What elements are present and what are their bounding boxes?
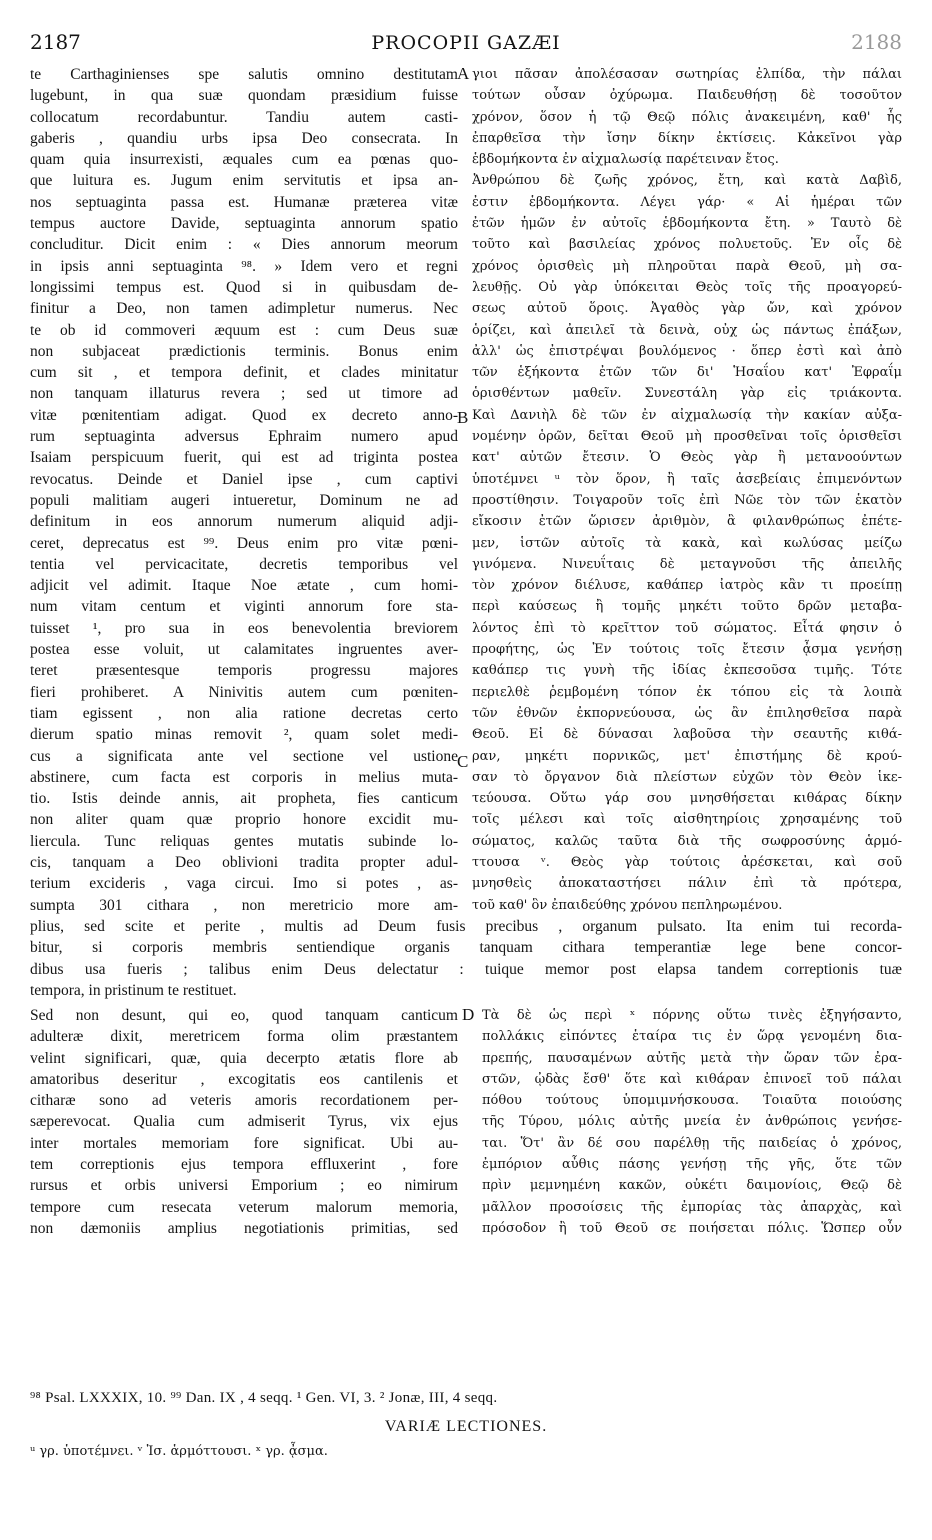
- text-line: longissimi tempus est. Quod si in quibusdam de-: [30, 278, 458, 296]
- latin-column-bottom: [30, 1005, 458, 1239]
- text-line: num vitam centum et viginti annorum fore sta-: [30, 598, 458, 616]
- text-line: ceret, deprecatus est ⁹⁹. Deus enim pro vitæ pœni-: [30, 534, 458, 552]
- running-title: PROCOPII GAZÆI: [371, 32, 561, 54]
- text-line: cus a significata ante vel sectione vel ustione: [30, 747, 458, 765]
- text-line: te ob id commoveri æquum est : cum Deus suæ: [30, 321, 458, 339]
- text-line: Ἀνθρώπου δὲ ζωῆς χρόνος, ἔτη, καὶ κατὰ Δαβὶδ,: [472, 173, 902, 189]
- text-line: γινόμενα. Νινευΐταις δὲ μεταγνοῦσι τῆς ἀπειλῆς: [472, 556, 902, 572]
- text-line: ἀλλ' ὡς ἐπιστρέψαι βουλόμενος · ὅπερ ἐστὶ καὶ ἀπὸ: [472, 343, 902, 359]
- running-header: [30, 30, 902, 58]
- text-line: amatoribus deseritur , excogitatis eos cantilenis et: [30, 1070, 458, 1088]
- text-line: τῶν ἐθνῶν ἐκπορνεύουσα, ὡς ἂν ἐπιλησθεῖσα παρὰ: [472, 705, 902, 721]
- text-line: ἐστιν ἑβδομήκοντα. Λέγει γάρ· « Αἱ ἡμέραι τῶν: [472, 194, 902, 210]
- text-line: Isaiam perspicuum fuerit, qui est ad triginta postea: [30, 449, 458, 467]
- page-number-right: 2188: [851, 30, 902, 54]
- latin-full-width: [30, 916, 902, 1001]
- text-line: Sed non desunt, qui eo, quod tanquam canticum: [30, 1007, 458, 1024]
- text-line: τοῦ καθ' ὃν ἐπαιδεύθης χρόνου πεπληρωμένου.: [472, 897, 783, 913]
- text-line: revocatus. Deinde et Daniel ipse , cum captivi: [30, 470, 458, 488]
- text-line: nos septuaginta passa est. Humanæ præterea vitæ: [30, 193, 458, 211]
- text-line: vitæ pœnitentiam adigat. Quod ex decreto anno-: [30, 406, 458, 424]
- text-line: inter mortales memoriam fore significat. Ubi au-: [30, 1134, 458, 1152]
- text-line: σαν τὸ ὄργανον διὰ πλείστων εὐχῶν τὸν Θεὸν ἱκε-: [472, 769, 902, 785]
- text-line: bitur, si corporis membris sentiendique organis tanquam cithara temperantiæ lege bene concor-: [30, 939, 902, 957]
- text-line: ται. Ὅτ' ἂν δέ σου παρέλθῃ τῆς παιδείας ὁ χρόνος,: [482, 1135, 902, 1151]
- text-line: στῶν, ᾠδὰς ἔσθ' ὅτε καὶ κιθάραν ἐπινοεῖ τοῦ πάλαι: [482, 1071, 902, 1087]
- text-line: te Carthaginienses spe salutis omnino destitutam: [30, 66, 458, 83]
- text-line: concluditur. Dicit enim : « Dies annorum meorum: [30, 236, 458, 254]
- text-line: abstinere, cum facta est corporis in melius muta-: [30, 768, 458, 786]
- text-line: πρόσοδον ἢ τοῦ Θεοῦ σε ποιήσεται πόλις. Ὥσπερ οὖν: [482, 1220, 902, 1236]
- text-line: cis, tanquam a Deo oblivioni tradita propter adul-: [30, 853, 458, 871]
- text-line: non tanquam illaturus revera ; sed ut timore ad: [30, 385, 458, 403]
- text-line: tiam egissent , non alia ratione decretas certo: [30, 704, 458, 722]
- text-line: rum septuaginta adversus Ephraim numero apud: [30, 428, 458, 446]
- text-line: velint significari, quæ, quia decerpto ætatis flore ab: [30, 1049, 458, 1067]
- text-line: finitur a Deo, non tamen adimpletur numerus. Nec: [30, 300, 458, 318]
- text-line: rursus et orbis universi Emporium ; eo nimirum: [30, 1177, 458, 1195]
- text-line: χρόνον, ὅσον ἡ τῷ Θεῷ πόλις ἀνακειμένη, καθ' ἧς: [472, 109, 902, 125]
- text-line: ραν, μηκέτι πορνικῶς, μετ' ἐπιστήμης δὲ κρού-: [472, 748, 902, 764]
- text-line: fieri prohiberet. A Ninivitis autem cum pœniten-: [30, 683, 458, 701]
- text-line: μᾶλλον προσοίσεις τῆς ἐμπορίας τὰς ἀπαρχὰς, καὶ: [482, 1199, 902, 1215]
- text-line: tuisset ¹, pro sua in eos benevolentia breviorem: [30, 619, 458, 637]
- text-line: ὁρίζει, καὶ ἀπειλεῖ τὰ δεινὰ, οὐχ ὡς πάντως ἐπάξων,: [472, 322, 902, 338]
- text-line: postea esse voluit, ut calamitates ingruentes aver-: [30, 641, 458, 659]
- text-line: τῶν ἑξήκοντα ἐτῶν τῶν δι' Ἡσαΐου κατ' Ἐφραΐμ: [472, 365, 902, 381]
- text-line: citharæ sono ad veteris amoris recordationem per-: [30, 1092, 458, 1110]
- text-line: ἐπαρθεῖσα τὴν ἴσην δίκην ἐκτίσεις. Κἀκεῖνοι γὰρ: [472, 130, 902, 146]
- text-line: τῆς Τύρου, μόλις αὐτῆς μνεία ἐν ἀνθρώποις γενήσε-: [482, 1114, 902, 1130]
- text-line: τοῖς μέλεσι καὶ τοῖς αἰσθητηρίοις χρησαμένης τοῦ: [472, 812, 902, 828]
- text-line: dibus usa fueris ; talibus enim Deus delectatur : tuique memor post elapsa tandem correptionis tuæ: [30, 960, 902, 978]
- page-number-left: 2187: [30, 30, 81, 54]
- greek-column-top: [472, 64, 902, 916]
- text-line: καθάπερ τις γυνὴ τῆς ἰδίας ἐκπεσοῦσα τιμῆς. Τότε: [472, 663, 902, 679]
- text-line: adjicit vel adimit. Itaque Noe ætate , cum homi-: [30, 577, 458, 595]
- text-line: περὶ καύσεως ἢ τομῆς μηκέτι τοῦτο δρῶν μεταβα-: [472, 599, 902, 615]
- text-line: sæperevocat. Qualia cum admiserit Tyrus, vix ejus: [30, 1113, 458, 1131]
- text-line: Καὶ Δανιὴλ δὲ τῶν ἐν αἰχμαλωσίᾳ τὴν κακίαν αὐξα-: [472, 407, 902, 423]
- text-line: gaberis , quandiu urbs ipsa Deo consecrata. In: [30, 129, 458, 147]
- text-line: προστίθησιν. Τοιγαροῦν τοῖς ἐπὶ Νῶε τὸν τῶν ἑκατὸν: [472, 492, 902, 508]
- margin-marker-a: A: [457, 64, 470, 83]
- text-line: tempora, in pristinum te restituet.: [30, 981, 237, 999]
- text-line: ἑβδομήκοντα ἐν αἰχμαλωσίᾳ παρέτειναν ἔτος.: [472, 152, 779, 168]
- variae-lectiones-lines: ᵘ γρ. ὑποτέμνει. ᵛ Ἰσ. ἁρμόττουσι. ˣ γρ. ᾆσμα.: [30, 1444, 328, 1459]
- text-line: tio. Istis deinde annis, ait propheta, fies canticum: [30, 790, 458, 808]
- text-line: dierum spatio minas removit ², quam solet medi-: [30, 726, 458, 744]
- text-line: Θεοῦ. Εἰ δὲ δύνασαι λαβοῦσα τὴν σεαυτῆς κιθά-: [472, 727, 902, 743]
- text-line: terium excideris , vaga circui. Imo si potes , as-: [30, 875, 458, 893]
- text-line: lugebunt, in qua suæ quondam præsidium fuisse: [30, 87, 458, 105]
- text-line: περιελθὲ ῥεμβομένη τόπον ἐκ τόπου εἰς τὰ λοιπὰ: [472, 684, 902, 700]
- text-line: ἐτῶν ἡμῶν ἐν αὐτοῖς ἑβδομήκοντα ἔτη. » Ταυτὸ δὲ: [472, 216, 902, 232]
- text-line: σώματος, καλῶς ταῦτα διὰ τῆς σωφροσύνης ἁρμό-: [472, 833, 902, 849]
- text-line: ττουσα ᵛ. Θεὸς γὰρ τούτοις ἀρέσκεται, καὶ σοῦ: [472, 854, 902, 870]
- text-line: εἴκοσιν ἐτῶν ὥρισεν ἀριθμὸν, ἃ φιλανθρώπως ἐπέτε-: [472, 514, 902, 530]
- margin-marker-c: C: [457, 752, 469, 771]
- text-line: cum sit , et tempora definit, et clades minitatur: [30, 364, 458, 382]
- text-line: πολλάκις εἰπόντες ἑταίρα τις ἐν ὥρᾳ γενομένη δια-: [482, 1029, 902, 1045]
- text-line: quam quia insurrexisti, æquales cum ea pœnas quo-: [30, 151, 458, 169]
- greek-column-bottom: [482, 1005, 902, 1239]
- text-line: χρόνος ὁρισθεὶς μὴ πληροῦται παρὰ Θεοῦ, μὴ σα-: [472, 258, 902, 274]
- text-line: μνησθεὶς ἀποκαταστήσει πάλιν ἐπὶ τὰ πρότερα,: [472, 876, 902, 892]
- text-line: tem correptionis ejus tempora effluxerint , fore: [30, 1156, 458, 1174]
- margin-marker-b: B: [457, 408, 469, 427]
- text-line: tempore cum resecata veterum malorum memoria,: [30, 1198, 458, 1216]
- text-line: tempus auctore Davide, septuaginta annorum spatio: [30, 215, 458, 233]
- text-line: λευθῇς. Οὐ γὰρ ὑπόκειται Θεὸς τοῖς τῆς προαγορεύ-: [472, 279, 902, 295]
- text-line: νομένην ὁρῶν, δεῖται Θεοῦ μὴ προσθεῖναι τοῖς ὁρισθεῖσι: [472, 429, 902, 445]
- text-line: ὑποτέμνει ᵘ τὸν ὅρον, ἢ ταῖς ἀσεβείαις ἐπιμενόντων: [472, 471, 902, 487]
- latin-column-top: [30, 64, 458, 916]
- text-line: non dæmoniis amplius negotiationis primitias, sed: [30, 1219, 458, 1237]
- text-line: ἐμπόριον αὖθις πάσης γενήσῃ τῆς γῆς, ὅτε τῶν: [482, 1157, 902, 1173]
- text-line: definitum in eos annorum numerum aliquid adji-: [30, 513, 458, 531]
- text-line: τὸν χρόνον διέλυσε, καθάπερ ἰατρὸς κἂν τι προείπῃ: [472, 578, 902, 594]
- footnotes: ⁹⁸ Psal. LXXXIX, 10. ⁹⁹ Dan. IX , 4 seqq. ¹ Gen. VI, 3. ² Jonæ, III, 4 seqq.: [30, 1390, 498, 1406]
- text-line: liercula. Tunc reliquas gentes mutatis subinde lo-: [30, 832, 458, 850]
- text-line: τοῦτο καὶ βασιλείας χρόνος πολυετοῦς. Ἐν οἷς δὲ: [472, 237, 902, 253]
- text-line: non aliter quam quæ proprio honore excidit mu-: [30, 811, 458, 829]
- text-line: μεν, ἱστῶν αὐτοῖς τὰ κακὰ, καὶ κωλύσας μείζω: [472, 535, 902, 551]
- text-line: πρὶν μεμνημένη κακῶν, οὐκέτι δαιμονίοις, Θεῷ δὲ: [482, 1178, 902, 1194]
- text-line: ὁρισθέντων μαθεῖν. Συνεστάλη γὰρ εἰς τριάκοντα.: [472, 386, 902, 402]
- text-line: non subjaceat prædictionis terminis. Bonus enim: [30, 342, 458, 360]
- text-line: que luitura es. Jugum enim servitutis et ipsa an-: [30, 172, 458, 190]
- text-line: sumpta 301 cithara , non meretricio more am-: [30, 896, 458, 914]
- text-line: plius, sed scite et perite , multis ad Deum fusis precibus , organum pulsato. Ita enim tui recorda-: [30, 918, 902, 935]
- text-line: adulteræ dixit, meretricem forma olim præstantem: [30, 1028, 458, 1046]
- text-line: teret præsentesque temporis progressu majores: [30, 662, 458, 680]
- text-line: σεως αὐτοῦ ὅροις. Ἀγαθὸς γὰρ ὤν, καὶ χρόνον: [472, 301, 902, 317]
- text-line: προφήτης, ὡς Ἐν τούτοις τοῖς ἔτεσιν ᾆσμα γενήσῃ: [472, 642, 902, 658]
- text-line: populi malitiam augeri intueretur, Dominum ne ad: [30, 491, 458, 509]
- text-line: κατ' αὐτῶν ἔτεσιν. Ὁ Θεὸς γὰρ ἢ μετανοούντων: [472, 450, 902, 466]
- text-line: τούτων οὖσαν ὀχύρωμα. Παιδευθήσῃ δὲ τοσοῦτον: [472, 88, 902, 104]
- text-line: collocatum recordabuntur. Tandiu autem casti-: [30, 108, 458, 126]
- text-line: πόθου τούτους ὑπομιμνήσκουσα. Τοιαῦτα ποιούσης: [482, 1093, 902, 1109]
- text-line: Τὰ δὲ ὡς περὶ ˣ πόρνης οὕτω τινὲς ἐξηγήσαντο,: [482, 1008, 902, 1023]
- text-line: tentia vel pervicacitate, decretis temporibus vel: [30, 555, 458, 573]
- text-line: τεύουσα. Οὕτω γάρ σου μνησθήσεται κιθάρας δίκην: [472, 791, 902, 807]
- text-line: in ipsis anni septuaginta ⁹⁸. » Idem vero et regni: [30, 257, 458, 275]
- text-line: πρεπής, παυσαμένων αὐτῆς μετὰ τὴν ὥραν τῶν ἐρα-: [482, 1050, 902, 1066]
- margin-marker-d: D: [462, 1005, 475, 1024]
- text-line: γιοι πᾶσαν ἀπολέσασαν σωτηρίας ἐλπίδα, τὴν πάλαι: [472, 67, 902, 82]
- variae-lectiones-title: VARIÆ LECTIONES.: [384, 1418, 548, 1435]
- text-line: λόντος ἐπὶ τὸ κρεῖττον τοῦ σώματος. Εἶτά φησιν ὁ: [472, 620, 902, 636]
